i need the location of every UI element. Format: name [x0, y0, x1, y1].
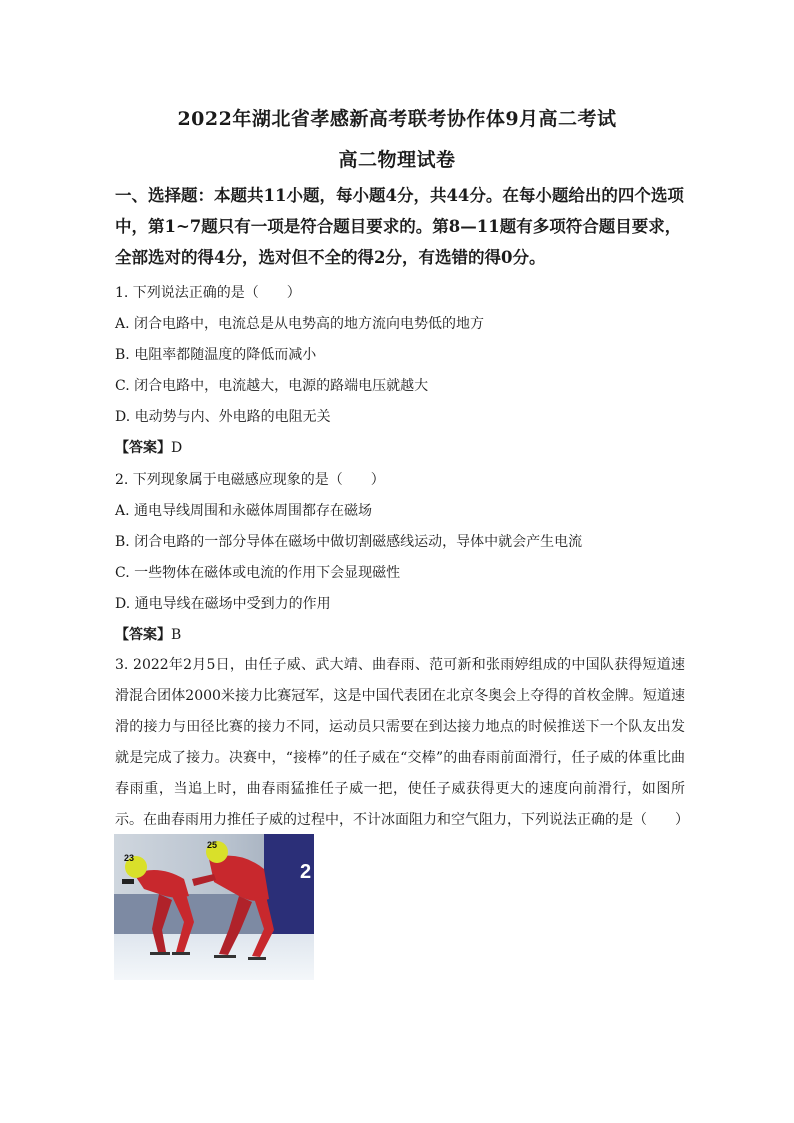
answer-value: B: [171, 627, 182, 643]
question-2-answer: [115, 624, 695, 644]
question-1-answer: [115, 437, 695, 457]
question-1-option-a: A. 闭合电路中，电流总是从电势高的地方流向电势低的地方: [115, 316, 485, 332]
question-2-option-a: A. 通电导线周围和永磁体周围都存在磁场: [115, 503, 373, 519]
question-1-option-d: D. 电动势与内、外电路的电阻无关: [115, 409, 331, 425]
speed-skating-photo: [114, 834, 314, 980]
answer-value: D: [171, 440, 183, 456]
question-1-stem: 1. 下列说法正确的是（ ）: [115, 285, 301, 301]
question-2-option-b: B. 闭合电路的一部分导体在磁场中做切割磁感线运动，导体中就会产生电流: [115, 534, 583, 550]
exam-title: 2022年湖北省孝感新高考联考协作体9月高二考试: [177, 108, 617, 130]
question-3-stem: 3. 2022年2月5日，由任子威、武大靖、曲春雨、范可新和张雨婷组成的中国队获得短道速滑混合团体2000米接力比赛冠军，这是中国代表团在北京冬奥会上夺得的首枚金牌。短道速滑的接力与田径比赛的接力不同，运动员只需要在到达接力地点的时候推送下一个队友出发就是完成了接力。决赛中，“接棒”的任子威在“交棒”的曲春雨前面滑行，任子威的体重比曲春雨重，当追上时，曲春雨猛推任子威一把，使任子威获得更大的速度向前滑行，如图所示。在曲春雨用力推任子威的过程中，不计冰面阻力和空气阻力，下列说法正确的是（ ）: [115, 657, 689, 828]
question-1-option-c: C. 闭合电路中，电流越大，电源的路端电压就越大: [115, 378, 429, 394]
banner-text: 2: [300, 861, 312, 883]
answer-label: 【答案】: [115, 627, 171, 643]
bib-23: 23: [124, 853, 135, 863]
question-2-option-d: D. 通电导线在磁场中受到力的作用: [115, 596, 331, 612]
bib-25: 25: [207, 840, 218, 850]
question-2-option-c: C. 一些物体在磁体或电流的作用下会显现磁性: [115, 565, 401, 581]
section-heading: 一、选择题：本题共11小题，每小题4分，共44分。在每小题给出的四个选项中，第1~7题只有一项是符合题目要求的。第8—11题有多项符合题目要求，全部选对的得4分，选对但不全的得2分，有选错的得0分。: [115, 186, 684, 267]
question-1-option-b: B. 电阻率都随温度的降低而减小: [115, 347, 317, 363]
question-2-stem: 2. 下列现象属于电磁感应现象的是（ ）: [115, 472, 385, 488]
answer-label: 【答案】: [115, 440, 171, 456]
exam-subtitle: 高二物理试卷: [338, 149, 456, 171]
